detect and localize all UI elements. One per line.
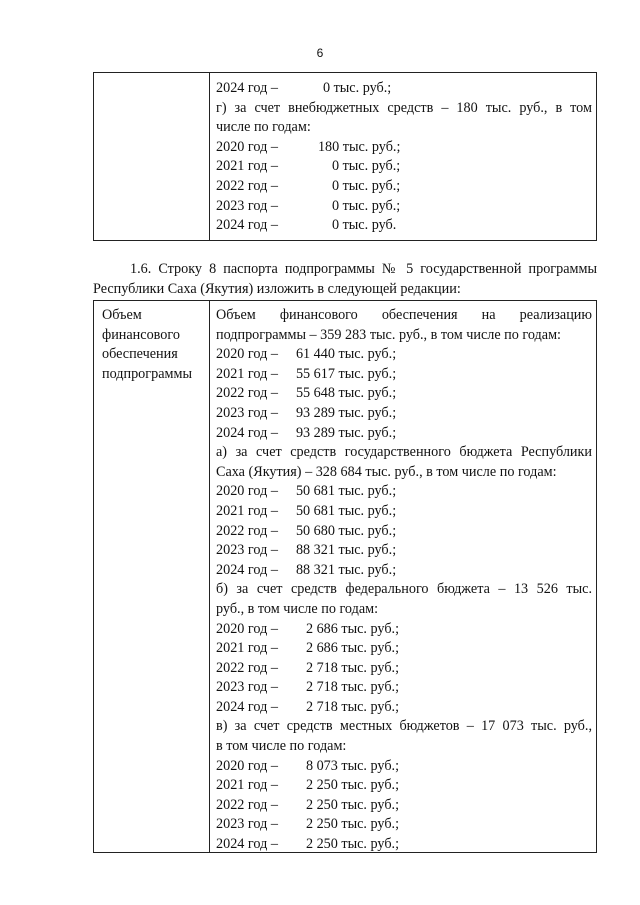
year-label: 2020 год – <box>216 620 278 637</box>
amount-value: 0 тыс. руб.; <box>331 197 401 214</box>
year-label: 2022 год – <box>216 385 278 402</box>
amount-value: 0 тыс. руб.; <box>331 158 401 175</box>
amount-value: 2 686 тыс. руб.; <box>305 640 400 657</box>
year-label: 2020 год – <box>216 138 278 155</box>
year-label: 2023 год – <box>216 679 278 696</box>
year-amount-row <box>216 79 592 99</box>
year-amount-row <box>216 384 592 404</box>
year-amount-row <box>216 815 592 835</box>
amount-value: 0 тыс. руб.; <box>322 80 392 96</box>
text-line: б) за счет средств федерального бюджета – 13 526 тыс. <box>216 581 592 598</box>
year-amount-row <box>216 541 592 561</box>
funding-label-cell <box>94 301 210 852</box>
year-label: 2023 год – <box>216 404 278 421</box>
amendment-line-2: Республики Саха (Якутия) изложить в следующей редакции: <box>93 280 461 297</box>
funding-label-line: финансового <box>102 326 180 343</box>
year-label: 2022 год – <box>216 659 278 676</box>
year-label: 2024 год – <box>216 217 278 234</box>
amendment-line-1: 1.6. Строку 8 паспорта подпрограммы № 5 государственной программы <box>130 261 597 277</box>
year-amount-row <box>216 561 592 581</box>
text-line: подпрограммы – 359 283 тыс. руб., в том числе по годам: <box>216 326 561 343</box>
amount-value: 88 321 тыс. руб.; <box>295 542 397 559</box>
amount-value: 2 686 тыс. руб.; <box>305 620 400 637</box>
amendment-paragraph <box>93 260 597 299</box>
year-amount-row <box>216 639 592 659</box>
year-label: 2022 год – <box>216 796 278 813</box>
year-amount-row <box>216 157 592 177</box>
amount-value: 8 073 тыс. руб.; <box>305 757 400 774</box>
amount-value: 180 тыс. руб.; <box>317 138 401 155</box>
amount-value: 2 718 тыс. руб.; <box>305 698 400 715</box>
year-label: 2022 год – <box>216 522 278 539</box>
year-amount-row <box>216 796 592 816</box>
year-amount-row <box>216 138 592 158</box>
year-amount-row <box>216 216 592 236</box>
amount-value: 93 289 тыс. руб.; <box>295 424 397 441</box>
year-amount-row <box>216 424 592 444</box>
amount-value: 2 718 тыс. руб.; <box>305 679 400 696</box>
subprogram-funding-table <box>93 300 597 853</box>
year-label: 2021 год – <box>216 158 278 175</box>
year-label: 2021 год – <box>216 640 278 657</box>
table-right-cell <box>210 73 596 240</box>
funding-label-line: подпрограммы <box>102 365 192 382</box>
year-label: 2023 год – <box>216 816 278 833</box>
year-label: 2024 год – <box>216 836 278 853</box>
year-amount-row <box>216 757 592 777</box>
amount-value: 2 250 тыс. руб.; <box>305 796 400 813</box>
year-label: 2024 год – <box>216 424 278 441</box>
amount-value: 2 250 тыс. руб.; <box>305 816 400 833</box>
text-line: в том числе по годам: <box>216 738 347 755</box>
amount-value: 2 718 тыс. руб.; <box>305 659 400 676</box>
year-amount-row <box>216 404 592 424</box>
text-line: числе по годам: <box>216 119 311 136</box>
year-amount-row <box>216 835 592 855</box>
year-label: 2020 год – <box>216 483 278 500</box>
year-label: 2024 год – <box>216 561 278 578</box>
year-label: 2022 год – <box>216 177 278 194</box>
year-amount-row <box>216 659 592 679</box>
year-label: 2021 год – <box>216 777 278 794</box>
text-line: Саха (Якутия) – 328 684 тыс. руб., в том числе по годам: <box>216 463 557 480</box>
text-line: Объем финансового обеспечения на реализацию <box>216 307 592 323</box>
amount-value: 0 тыс. руб. <box>331 217 397 234</box>
year-label: 2024 год – <box>216 80 278 96</box>
amount-value: 50 681 тыс. руб.; <box>295 483 397 500</box>
amount-value: 61 440 тыс. руб.; <box>295 346 397 363</box>
year-label: 2021 год – <box>216 502 278 519</box>
amount-value: 2 250 тыс. руб.; <box>305 836 400 853</box>
amount-value: 55 648 тыс. руб.; <box>295 385 397 402</box>
year-amount-row <box>216 776 592 796</box>
text-line: руб., в том числе по годам: <box>216 600 379 617</box>
funding-table-continued <box>93 72 597 241</box>
year-amount-row <box>216 482 592 502</box>
text-line: г) за счет внебюджетных средств – 180 тыс. руб., в том <box>216 99 592 116</box>
amount-value: 0 тыс. руб.; <box>331 177 401 194</box>
year-label: 2020 год – <box>216 346 278 363</box>
text-line: а) за счет средств государственного бюджета Республики <box>216 444 592 461</box>
page-number: 6 <box>316 46 324 60</box>
year-label: 2020 год – <box>216 757 278 774</box>
year-amount-row <box>216 365 592 385</box>
table-left-cell-empty <box>94 73 210 240</box>
funding-label-line: обеспечения <box>102 346 178 363</box>
funding-label-line: Объем <box>102 307 142 323</box>
amount-value: 50 680 тыс. руб.; <box>295 522 397 539</box>
year-amount-row <box>216 620 592 640</box>
year-label: 2024 год – <box>216 698 278 715</box>
year-amount-row <box>216 522 592 542</box>
year-amount-row <box>216 678 592 698</box>
year-amount-row <box>216 698 592 718</box>
year-label: 2021 год – <box>216 365 278 382</box>
amount-value: 2 250 тыс. руб.; <box>305 777 400 794</box>
year-label: 2023 год – <box>216 197 278 214</box>
amount-value: 88 321 тыс. руб.; <box>295 561 397 578</box>
funding-details-cell <box>210 301 596 852</box>
year-label: 2023 год – <box>216 542 278 559</box>
text-line: в) за счет средств местных бюджетов – 17 073 тыс. руб., <box>216 718 592 735</box>
year-amount-row <box>216 502 592 522</box>
year-amount-row <box>216 345 592 365</box>
year-amount-row <box>216 177 592 197</box>
amount-value: 93 289 тыс. руб.; <box>295 404 397 421</box>
amount-value: 50 681 тыс. руб.; <box>295 502 397 519</box>
amount-value: 55 617 тыс. руб.; <box>295 365 397 382</box>
year-amount-row <box>216 197 592 217</box>
